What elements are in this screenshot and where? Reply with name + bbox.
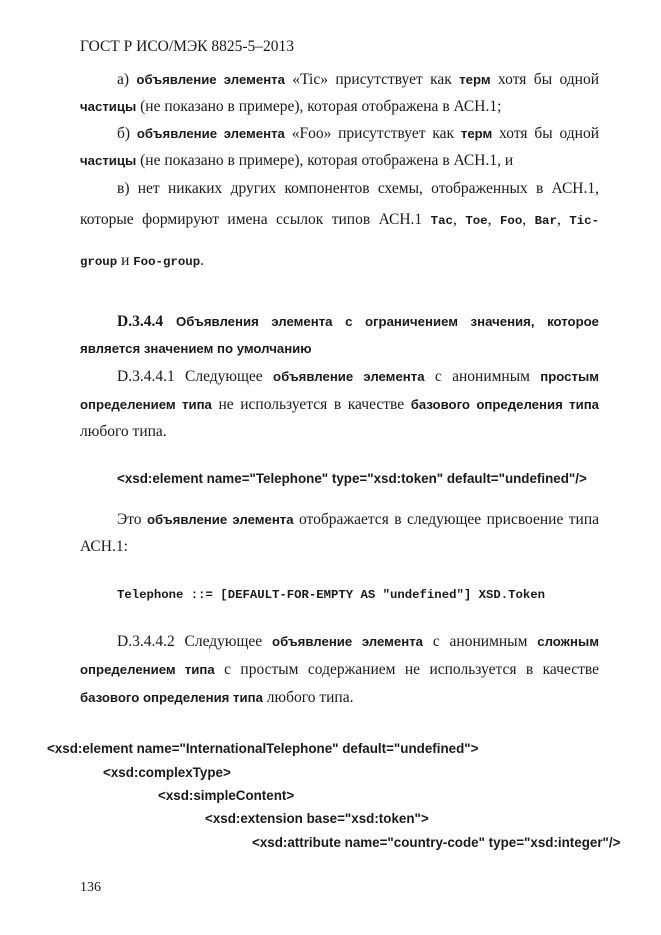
paragraph-2-line1: Это объявление элемента отображается в следующее присвоение типа <box>117 511 599 528</box>
page-number: 136 <box>80 880 101 895</box>
list-item-b-line1: б) объявление элемента «Foo» присутствует как терм хотя бы одной <box>117 125 599 142</box>
list-item-c-line3: group и Foo-group. <box>80 252 205 269</box>
list-item-c-line1: в) нет никаких других компонентов схемы, отображенных в АСН.1, <box>117 180 599 197</box>
list-item-a-line2: частицы (не показано в примере), которая отображена в АСН.1; <box>80 98 502 115</box>
section-heading-line2: является значением по умолчанию <box>80 341 312 356</box>
page-header: ГОСТ Р ИСО/МЭК 8825-5–2013 <box>80 38 295 55</box>
paragraph-1-line1: D.3.4.4.1 Следующее объявление элемента с анонимным простым <box>117 368 599 385</box>
list-item-a-line1: а) объявление элемента «Tic» присутствует как терм хотя бы одной <box>117 71 600 88</box>
paragraph-3-line1: D.3.4.4.2 Следующее объявление элемента с анонимным сложным <box>117 633 599 650</box>
xml-line: <xsd:complexType> <box>103 765 231 780</box>
list-item-c-line2: которые формируют имена ссылок типов АСН.1 Tac, Toe, Foo, Bar, Tic- <box>80 211 600 228</box>
code-asn1-telephone: Telephone ::= [DEFAULT-FOR-EMPTY AS "undefined"] XSD.Token <box>117 588 546 602</box>
xml-line: <xsd:extension base="xsd:token"> <box>205 811 429 826</box>
section-heading-line1: D.3.4.4 Объявления элемента с ограничением значения, которое <box>117 313 600 330</box>
xml-line: <xsd:simpleContent> <box>158 788 295 803</box>
paragraph-3-line3: базового определения типа любого типа. <box>80 689 354 706</box>
list-item-b-line2: частицы (не показано в примере), которая отображена в АСН.1, и <box>80 152 514 169</box>
paragraph-1-line3: любого типа. <box>80 423 167 440</box>
xml-line: <xsd:attribute name="country-code" type="xsd:integer"/> <box>252 835 621 850</box>
code-element-telephone: <xsd:element name="Telephone" type="xsd:token" default="undefined"/> <box>117 471 587 486</box>
paragraph-3-line2: определением типа с простым содержанием не используется в качестве <box>80 661 600 678</box>
paragraph-2-line2: АСН.1: <box>80 538 128 555</box>
xml-line: <xsd:element name="InternationalTelephone" default="undefined"> <box>47 741 479 756</box>
paragraph-1-line2: определением типа не используется в качестве базового определения типа <box>80 396 600 413</box>
